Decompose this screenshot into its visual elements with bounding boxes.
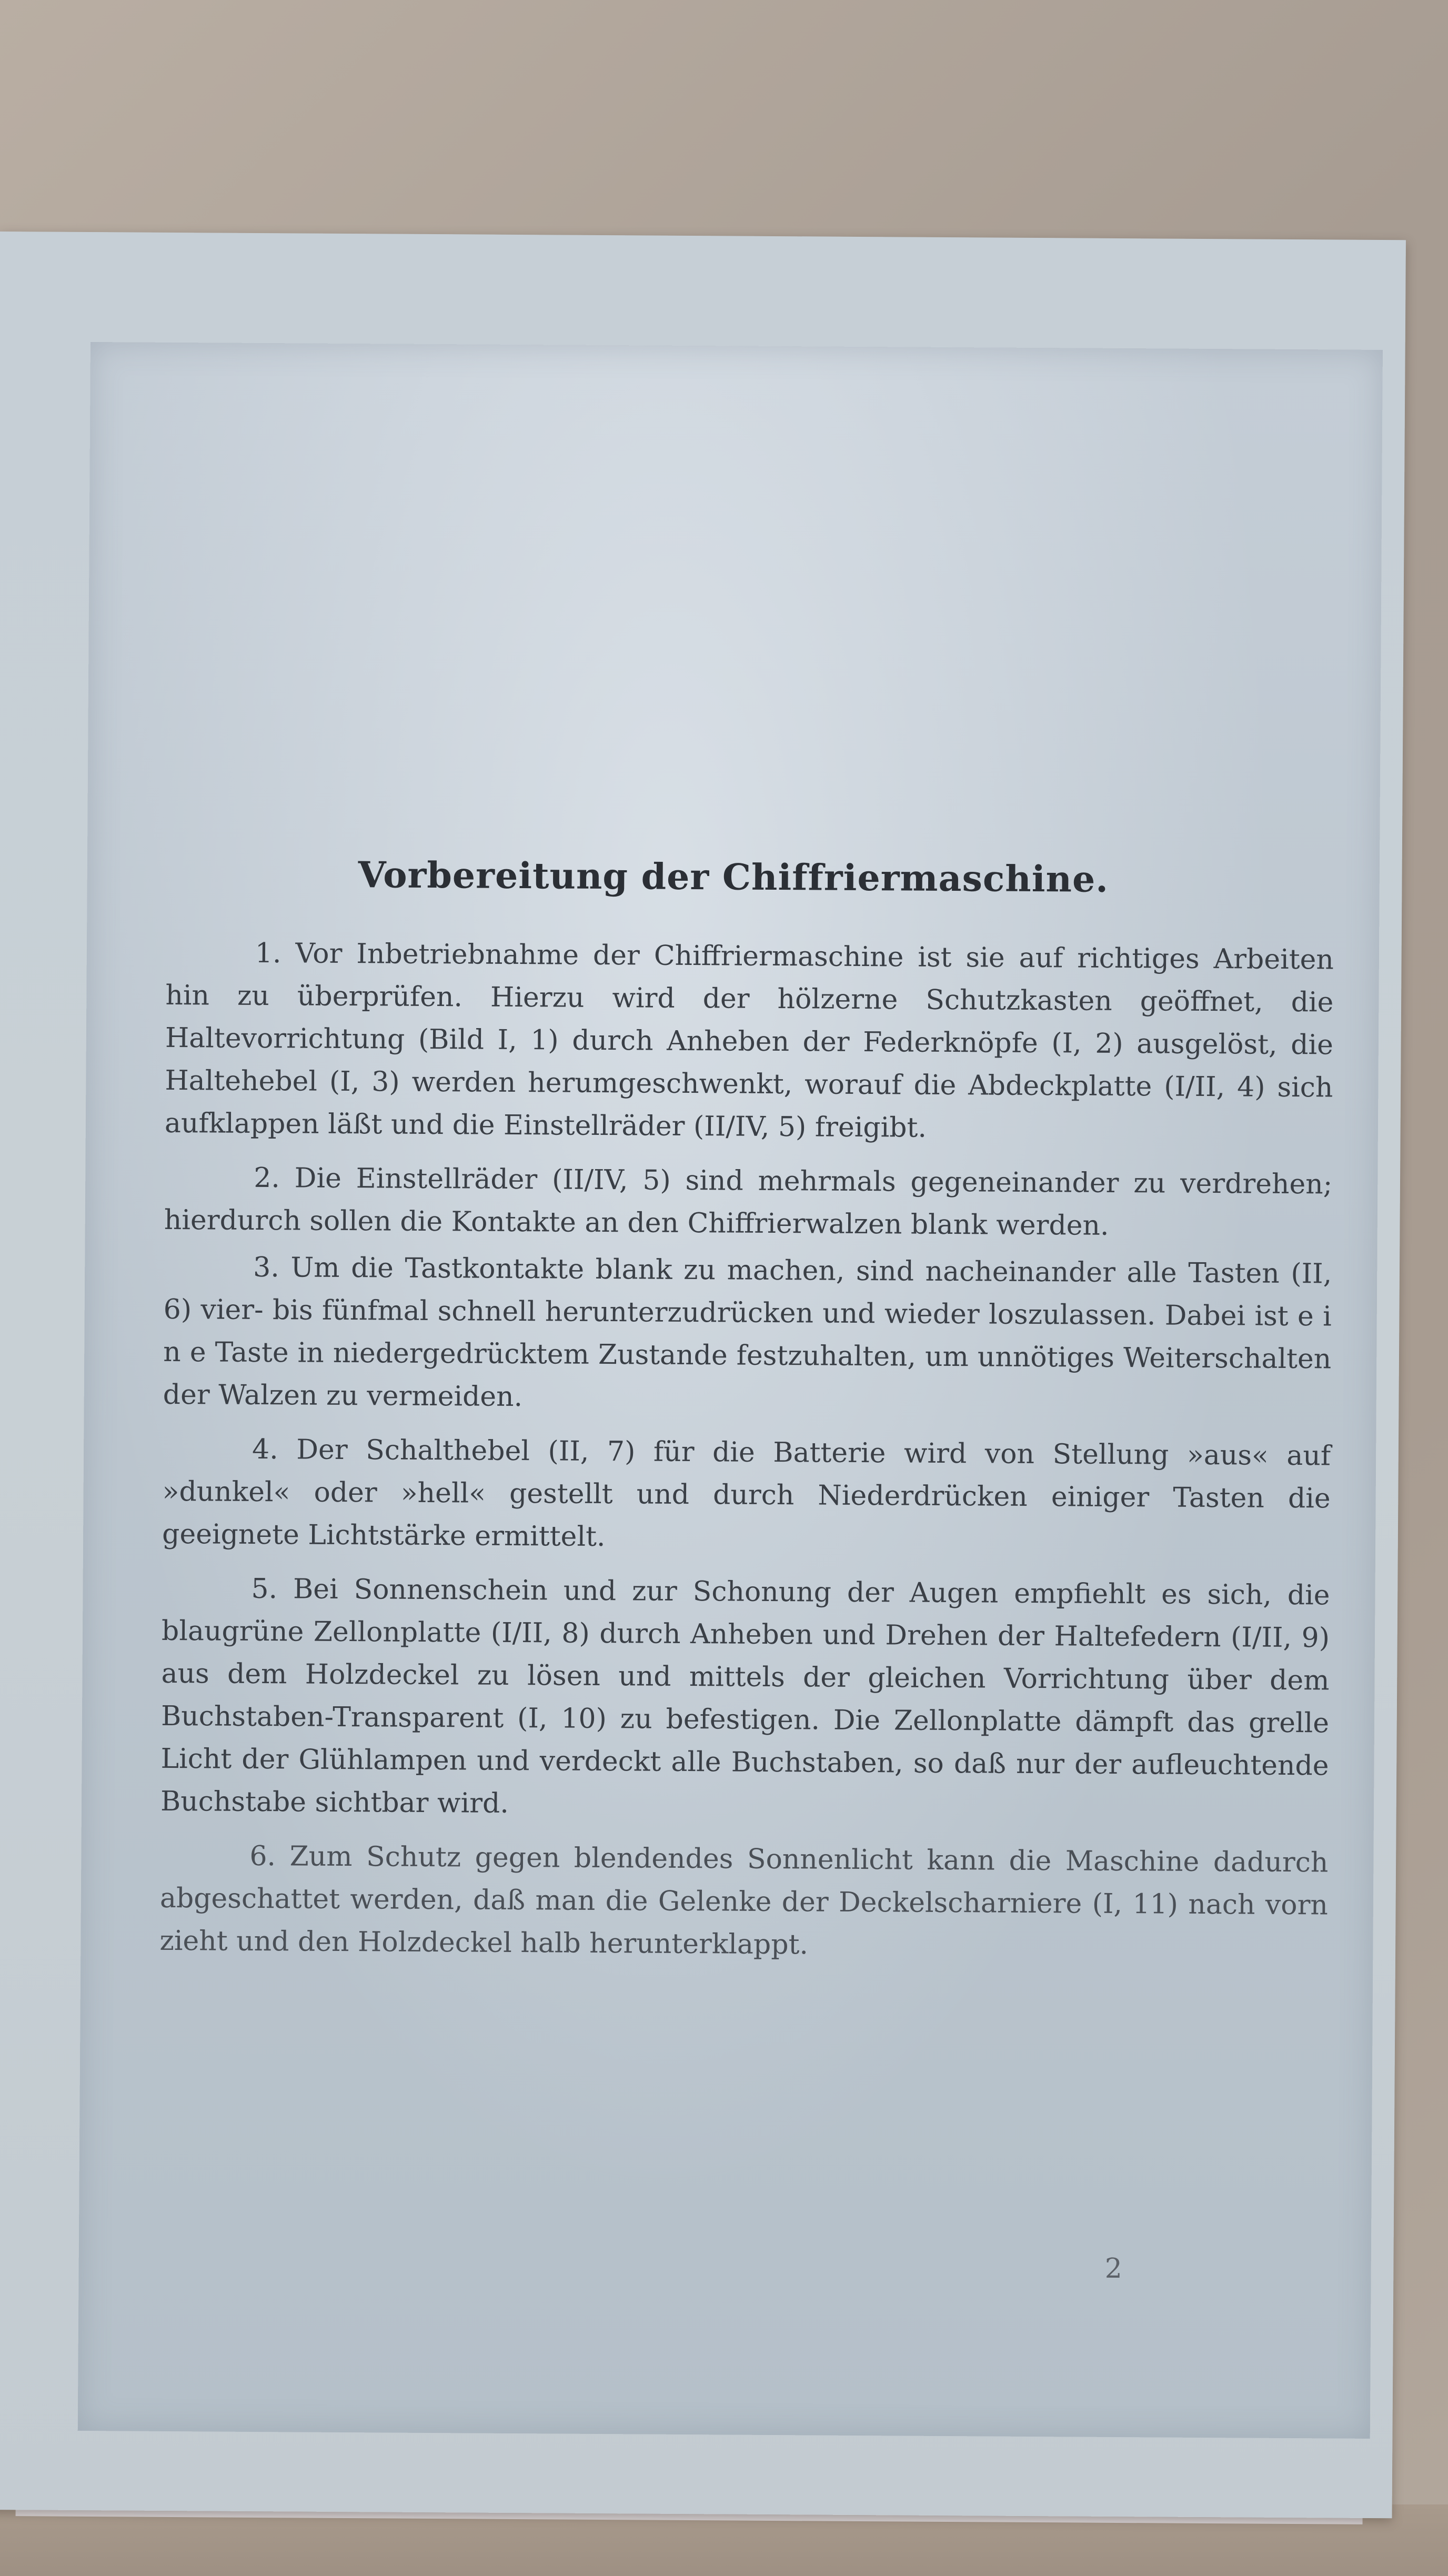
paragraph-2: 2. Die Einstellräder (II/IV, 5) sind mehrmals gegeneinander zu verdrehen; hierdurch sollen die Kontakte an den Chiffrierwalzen blank werden. (164, 1162, 1333, 1242)
paragraph-1: 1. Vor Inbetriebnahme der Chiffriermaschine ist sie auf richtiges Arbeiten hin zu überprüfen. Hierzu wird der hölzerne Schutzkasten geöffnet, die Haltevorrichtung (Bild I, 1) durch Anheben der Federknöpfe (I, 2) ausgelöst, die Haltehebel (I, 3) werden herumgeschwenkt, worauf die Abdeckplatte (I/II, 4) sich aufklappen läßt und die Einstellräder (II/IV, 5) freigibt. (164, 937, 1334, 1144)
paragraph-5: 5. Bei Sonnenschein und zur Schonung der Augen empfiehlt es sich, die blaugrüne Zellonplatte (I/II, 8) durch Anheben und Drehen der Haltefedern (I/II, 9) aus dem Holzdeckel zu lösen und mittels der gleichen Vorrichtung über dem Buchstaben-Transparent (I, 10) zu befestigen. Die Zellonplatte dämpft das grelle Licht der Glühlampen und verdeckt alle Buchstaben, so daß nur der aufleuchtende Buchstabe sichtbar wird. (160, 1573, 1330, 1819)
printed-page (78, 342, 1383, 2439)
paragraph-3: 3. Um die Tastkontakte blank zu machen, sind nacheinander alle Tasten (II, 6) vier- bis fünfmal schnell herunterzudrücken und wieder loszulassen. Dabei ist e i n e Taste in niedergedrücktem Zustande festzuhalten, um unnötiges Weiterschalten der Walzen zu vermeiden. (163, 1251, 1332, 1413)
page-number: 2 (1104, 2252, 1122, 2285)
body-text (159, 932, 1334, 1981)
paragraph-6: 6. Zum Schutz gegen blendendes Sonnenlicht kann die Maschine dadurch abgeschattet werden, daß man die Gelenke der Deckelscharniere (I, 11) nach vorn zieht und den Holzdeckel halb herunterklappt. (159, 1840, 1329, 1961)
page-title: Vorbereitung der Chiffriermaschine. (358, 854, 1109, 901)
paragraph-4: 4. Der Schalthebel (II, 7) für die Batterie wird von Stellung »aus« auf »dunkel« oder »hell« gestellt und durch Niederdrücken einiger Tasten die geeignete Lichtstärke ermittelt. (162, 1433, 1331, 1553)
